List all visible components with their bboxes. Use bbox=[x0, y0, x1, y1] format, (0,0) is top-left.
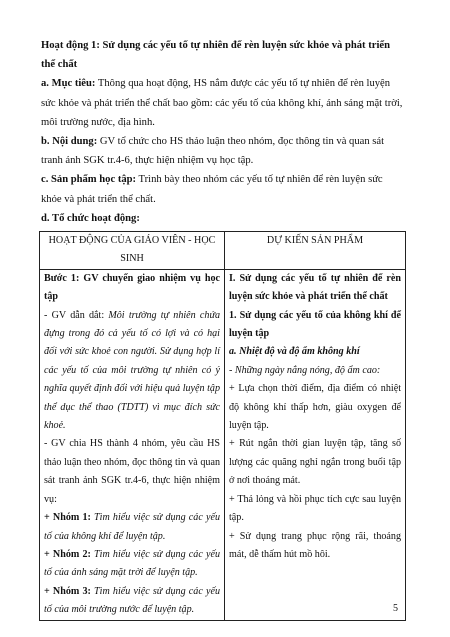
page-number: 5 bbox=[393, 603, 398, 614]
objective-text: Thông qua hoạt động, HS nắm được các yếu tố tự nhiên để rèn luyện sức khỏe và phát triển thể chất bao gồm: các yếu tố của không khí, ánh sáng mặt trời, môi trường nước, địa hình. bbox=[41, 78, 403, 128]
teacher-student-cell bbox=[40, 269, 225, 620]
group-2 bbox=[44, 546, 220, 583]
product-label: c. Sản phẩm học tập: bbox=[41, 174, 137, 186]
section-title: I. Sử dụng các yếu tố tự nhiên để rèn luyện sức khỏe và phát triển thể chất bbox=[229, 272, 401, 303]
bullet-item: + Thả lỏng và hồi phục tích cực sau luyện tập. bbox=[229, 493, 401, 524]
bullet-item: + Sử dụng trang phục rộng rãi, thoáng mát, dễ thấm hút mồ hôi. bbox=[229, 530, 401, 560]
group-3-task: Tìm hiểu việc sử dụng các yếu tố của môi trường nước để luyện tập. bbox=[44, 585, 220, 616]
group-3-label: + Nhóm 3: bbox=[44, 585, 91, 597]
product-paragraph bbox=[41, 170, 403, 208]
table-header-row bbox=[40, 232, 406, 270]
expected-product-cell bbox=[225, 269, 406, 620]
content-paragraph bbox=[41, 132, 403, 170]
header-expected-product: DỰ KIẾN SẢN PHẨM bbox=[225, 232, 406, 270]
subsection-air: 1. Sử dụng các yếu tố của không khí để luyện tập bbox=[229, 309, 401, 340]
group-1-task: Tìm hiểu việc sử dụng các yếu tố của không khí để luyện tập. bbox=[44, 512, 220, 542]
subsection-temperature: a. Nhiệt độ và độ ẩm không khí bbox=[229, 346, 360, 358]
group-2-label: + Nhóm 2: bbox=[44, 548, 91, 560]
organization-label: d. Tổ chức hoạt động: bbox=[41, 212, 140, 224]
objective-label: a. Mục tiêu: bbox=[41, 78, 96, 90]
header-teacher-student: HOẠT ĐỘNG CỦA GIÁO VIÊN - HỌC SINH bbox=[40, 232, 225, 270]
activity-heading: Hoạt động 1: Sử dụng các yếu tố tự nhiên để rèn luyện sức khỏe và phát triển thể chất bbox=[41, 40, 390, 71]
objective-paragraph bbox=[41, 74, 403, 132]
divide-paragraph: - GV chia HS thành 4 nhóm, yêu cầu HS thảo luận theo nhóm, đọc thông tin và quan sát tranh ảnh SGK tr.4-6, thực hiện nhiệm vụ: bbox=[44, 438, 220, 505]
group-3 bbox=[44, 583, 220, 620]
content-text: GV tổ chức cho HS thảo luận theo nhóm, đọc thông tin và quan sát tranh ảnh SGK tr.4-6, thực hiện nhiệm vụ học tập. bbox=[41, 136, 385, 167]
step-1-title: Bước 1: GV chuyển giao nhiệm vụ học tập bbox=[44, 272, 220, 303]
intro-section bbox=[41, 36, 403, 228]
lead-label: - GV dẫn dắt: bbox=[44, 309, 109, 321]
group-1 bbox=[44, 509, 220, 546]
product-text: Trình bày theo nhóm các yếu tố tự nhiên để rèn luyện sức khỏe và phát triển thể chất. bbox=[41, 174, 383, 205]
group-2-task: Tìm hiểu việc sử dụng các yếu tố của ánh sáng mặt trời để luyện tập. bbox=[44, 548, 220, 579]
content-label: b. Nội dung: bbox=[41, 136, 98, 148]
table-row bbox=[40, 269, 406, 620]
group-1-label: + Nhóm 1: bbox=[44, 512, 91, 524]
hot-days-note: - Những ngày nắng nóng, độ ẩm cao: bbox=[229, 364, 381, 376]
activity-table bbox=[39, 231, 406, 621]
lead-text: Môi trường tự nhiên chứa đựng trong đó cả yếu tố có lợi và có hại đối với sức khoẻ con người. Sử dụng hợp lí các yếu tố của môi trường tự nhiên có ý nghĩa quyết định đối với hiệu quả luyện tập thể dục thể thao (TDTT) vì mục đích sức khoẻ. bbox=[44, 309, 221, 432]
bullet-item: + Rút ngắn thời gian luyện tập, tăng số lượng các quãng nghỉ ngắn trong buổi tập ở nơi thoáng mát. bbox=[229, 438, 401, 487]
lead-paragraph bbox=[44, 307, 220, 436]
bullet-item: + Lựa chọn thời điểm, địa điểm có nhiệt độ không khí thấp hơn, giàu oxygen để luyện tập. bbox=[229, 383, 401, 432]
